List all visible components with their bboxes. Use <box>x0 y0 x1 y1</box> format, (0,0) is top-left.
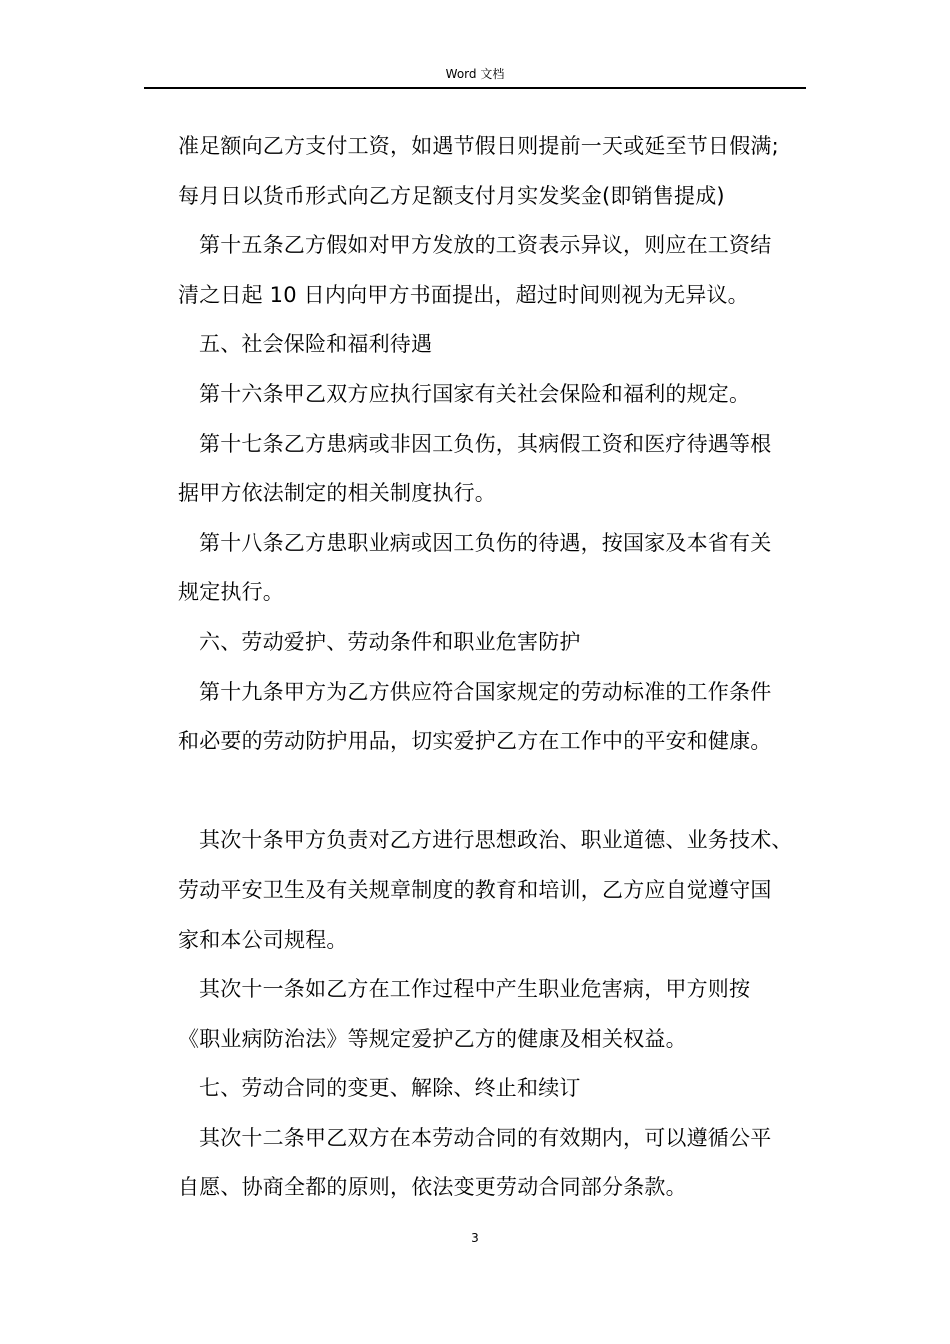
clause-22-line: 自愿、协商全都的原则，依法变更劳动合同部分条款。 <box>178 1175 687 1200</box>
blank-line <box>178 767 818 817</box>
clause-16-line: 第十六条甲乙双方应执行国家有关社会保险和福利的规定。 <box>199 381 751 406</box>
clause-19-line: 第十九条甲方为乙方供应符合国家规定的劳动标准的工作条件 <box>199 679 772 704</box>
clause-15-line: 第十五条乙方假如对甲方发放的工资表示异议，则应在工资结 <box>199 233 772 258</box>
header-divider <box>144 87 806 89</box>
clause-22-line: 其次十二条甲乙双方在本劳动合同的有效期内，可以遵循公平 <box>199 1125 772 1150</box>
paragraph-line: 准足额向乙方支付工资，如遇节假日则提前一天或延至节日假满; <box>178 134 779 158</box>
paragraph-line: 每月日以货币形式向乙方足额支付月实发奖金(即销售提成) <box>178 183 725 208</box>
clause-21-line: 《职业病防治法》等规定爱护乙方的健康及相关权益。 <box>178 1026 687 1051</box>
page-number: 3 <box>471 1231 479 1245</box>
clause-18-line: 第十八条乙方患职业病或因工负伤的待遇，按国家及本省有关 <box>199 530 772 555</box>
clause-15-line: 清之日起 10 日内向甲方书面提出，超过时间则视为无异议。 <box>178 282 749 307</box>
clause-20-line: 家和本公司规程。 <box>178 927 348 952</box>
clause-17-line: 据甲方依法制定的相关制度执行。 <box>178 481 496 506</box>
clause-19-line: 和必要的劳动防护用品，切实爱护乙方在工作中的平安和健康。 <box>178 729 772 754</box>
clause-20-line: 劳动平安卫生及有关规章制度的教育和培训，乙方应自觉遵守国 <box>178 877 772 902</box>
page-header: Word 文档 <box>445 67 505 81</box>
clause-18-line: 规定执行。 <box>178 580 284 605</box>
section-heading-5: 五、社会保险和福利待遇 <box>199 332 433 357</box>
clause-21-line: 其次十一条如乙方在工作过程中产生职业危害病，甲方则按 <box>199 977 751 1002</box>
document-body <box>178 122 818 1213</box>
clause-17-line: 第十七条乙方患病或非因工负伤，其病假工资和医疗待遇等根 <box>199 431 772 456</box>
section-heading-6: 六、劳动爱护、劳动条件和职业危害防护 <box>199 629 581 654</box>
clause-20-line: 其次十条甲方负责对乙方进行思想政治、职业道德、业务技术、 <box>199 828 793 853</box>
section-heading-7: 七、劳动合同的变更、解除、终止和续订 <box>199 1076 581 1101</box>
